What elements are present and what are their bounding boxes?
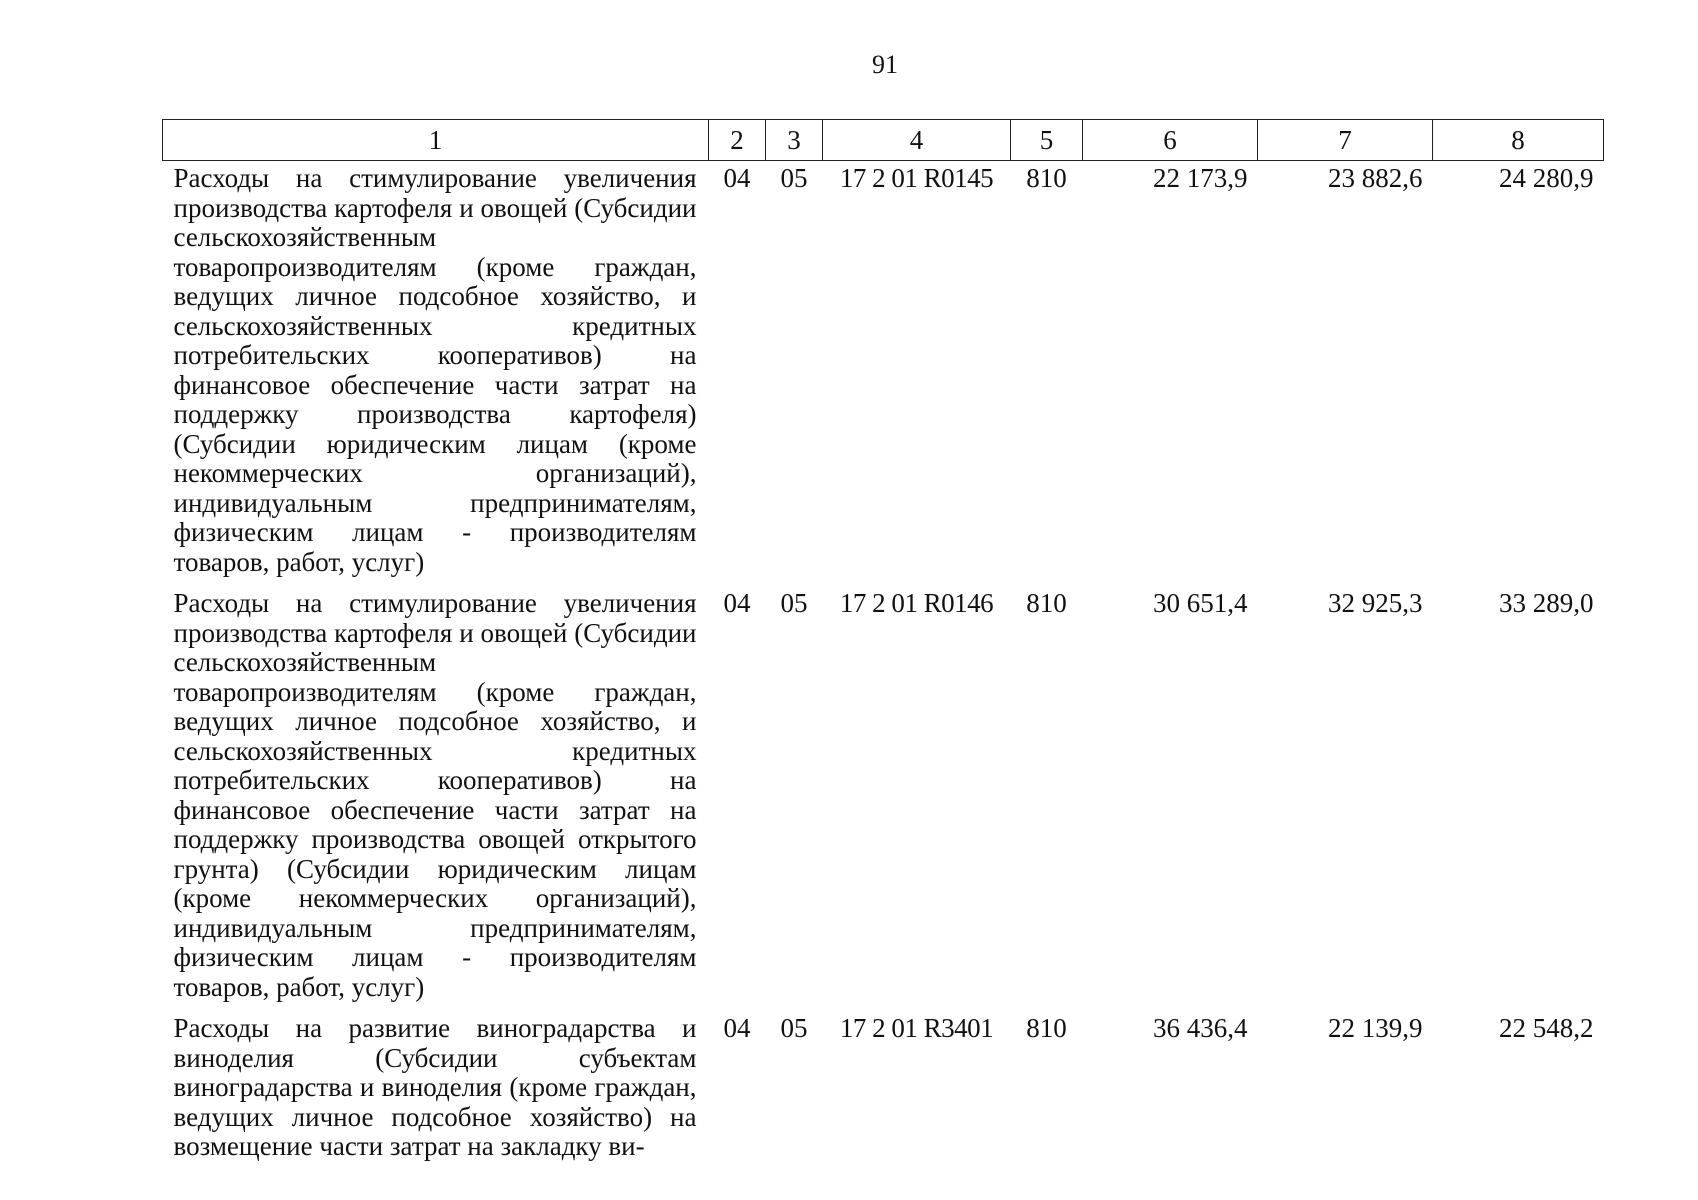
row-description: Расходы на стимулирование увеличения производства картофеля и овощей (Субсидии сельскохозяйственным товаропроизводителям (кроме граждан, ведущих личное подсобное хозяйство, и сельскохозяйственных кредитных потребительских кооперативов) на финансовое обеспечение части затрат на поддержку производства картофеля) (Субсидии юридическим лицам (кроме некоммерческих организаций), индивидуальным предпринимателям, физическим лицам - производителям товаров, работ, услуг) — [173, 163, 697, 577]
header-col-7: 7 — [1258, 120, 1433, 161]
row-expense-type: 810 — [1026, 1013, 1067, 1043]
row-value-7: 23 882,6 — [1328, 163, 1423, 193]
row-value-8: 22 548,2 — [1499, 1013, 1594, 1043]
header-col-6: 6 — [1083, 120, 1258, 161]
table-row — [163, 1011, 1604, 1171]
header-col-2: 2 — [709, 120, 766, 161]
header-col-8: 8 — [1433, 120, 1604, 161]
row-section: 04 — [723, 163, 751, 193]
row-value-6: 30 651,4 — [1153, 588, 1248, 618]
header-col-1: 1 — [163, 120, 709, 161]
row-value-7: 22 139,9 — [1328, 1013, 1423, 1043]
row-section: 04 — [723, 1013, 751, 1043]
row-value-7: 32 925,3 — [1328, 588, 1423, 618]
row-description: Расходы на стимулирование увеличения производства картофеля и овощей (Субсидии сельскохозяйственным товаропроизводителям (кроме граждан, ведущих личное подсобное хозяйство, и сельскохозяйственных кредитных потребительских кооперативов) на финансовое обеспечение части затрат на поддержку производства овощей открытого грунта) (Субсидии юридическим лицам (кроме некоммерческих организаций), индивидуальным предпринимателям, физическим лицам - производителям товаров, работ, услуг) — [173, 588, 697, 1002]
row-subsection: 05 — [780, 588, 808, 618]
budget-table-container — [162, 119, 1603, 1171]
budget-table — [162, 119, 1604, 1171]
row-target-item: 17 2 01 R0146 — [839, 588, 994, 618]
header-col-5: 5 — [1011, 120, 1083, 161]
row-subsection: 05 — [780, 1013, 808, 1043]
row-value-6: 36 436,4 — [1153, 1013, 1248, 1043]
page-number: 91 — [872, 50, 898, 79]
table-row — [163, 586, 1604, 1011]
row-value-8: 24 280,9 — [1499, 163, 1594, 193]
row-expense-type: 810 — [1026, 588, 1067, 618]
row-section: 04 — [723, 588, 751, 618]
row-expense-type: 810 — [1026, 163, 1067, 193]
table-row — [163, 161, 1604, 587]
row-target-item: 17 2 01 R0145 — [839, 163, 994, 193]
header-col-3: 3 — [766, 120, 823, 161]
header-row — [163, 120, 1604, 161]
row-target-item: 17 2 01 R3401 — [839, 1013, 994, 1043]
row-value-8: 33 289,0 — [1499, 588, 1594, 618]
table-header — [163, 120, 1604, 161]
table-body — [163, 161, 1604, 1171]
row-value-6: 22 173,9 — [1153, 163, 1248, 193]
row-description: Расходы на развитие виноградарства и виноделия (Субсидии субъектам виноградарства и виноделия (кроме граждан, ведущих личное подсобное хозяйство) на возмещение части затрат на закладку ви- — [173, 1013, 697, 1161]
row-subsection: 05 — [780, 163, 808, 193]
header-col-4: 4 — [823, 120, 1011, 161]
